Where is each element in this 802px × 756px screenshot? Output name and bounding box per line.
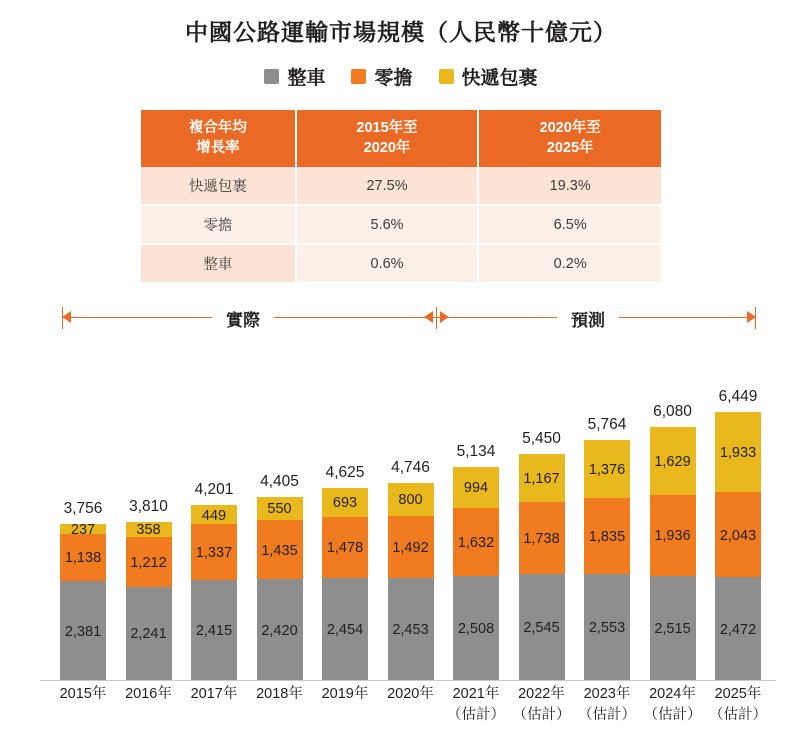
bar-label-parcel: 800 (398, 492, 423, 509)
phase-tick-mid (436, 307, 437, 329)
bar-label-total: 5,450 (522, 429, 561, 447)
x-axis-label-estimate: （估計） (643, 707, 702, 724)
legend-item-truckload (264, 63, 325, 90)
phase-arrow-left-icon (62, 311, 71, 323)
bar-label-ltl: 1,435 (261, 542, 298, 559)
bar-label-ltl: 1,738 (523, 531, 560, 548)
x-axis-labels (48, 684, 768, 748)
cagr-table (141, 110, 661, 284)
bar-label-total: 4,405 (260, 472, 299, 490)
header-line-1: 複合年均 (188, 120, 247, 136)
bar-column (322, 463, 368, 680)
bar-label-ltl: 1,492 (392, 540, 429, 557)
x-axis-label (244, 684, 316, 705)
x-axis-label (440, 684, 512, 726)
bar-label-ltl: 1,632 (457, 534, 495, 551)
bar-label-parcel: 693 (332, 495, 358, 512)
bar-label-parcel: 1,167 (523, 470, 560, 487)
table-cell-value: 6.5% (478, 205, 661, 244)
header-line-2: 2025年 (546, 139, 594, 156)
x-axis-label-estimate: （估計） (578, 707, 636, 724)
table-row (141, 205, 661, 244)
phase-label-forecast: 預測 (557, 306, 619, 331)
table-cell-value: 27.5% (296, 167, 479, 205)
legend-item-ltl (351, 63, 412, 90)
bar-label-total: 3,756 (63, 499, 103, 517)
legend-swatch-icon (439, 69, 454, 84)
table-cell-value: 5.6% (296, 205, 479, 244)
phase-arrow-mid-right-icon (440, 311, 449, 323)
bar-column (257, 472, 303, 680)
bar-label-total: 4,625 (325, 463, 365, 481)
bar-label-parcel: 449 (201, 507, 227, 524)
bar-label-parcel: 550 (267, 501, 292, 518)
x-axis-label-year: 2016年 (125, 686, 172, 702)
bar-label-truckload: 2,420 (261, 622, 298, 639)
header-line-1: 2015年至 (356, 120, 418, 136)
legend-swatch-icon (264, 69, 279, 84)
x-axis-label (113, 684, 185, 705)
x-axis-label-year: 2020年 (387, 686, 434, 702)
bar-label-truckload: 2,508 (457, 620, 495, 637)
x-axis-label-estimate: （估計） (512, 707, 571, 724)
phase-arrow-right-icon (747, 311, 756, 323)
x-axis-label-year: 2022年 (518, 686, 565, 702)
legend-swatch-icon (351, 69, 366, 84)
x-axis-label-year: 2024年 (649, 686, 696, 702)
bar-label-total: 5,134 (456, 442, 496, 460)
bar-label-parcel: 358 (136, 522, 161, 539)
x-axis-label-year: 2021年 (452, 686, 500, 702)
legend-label: 零擔 (374, 68, 413, 89)
stacked-bar-chart (48, 350, 768, 680)
phase-label-actual: 實際 (212, 306, 274, 331)
table-row (141, 244, 661, 283)
bar-label-ltl: 1,936 (654, 528, 691, 545)
bar-label-truckload: 2,553 (588, 619, 626, 636)
x-axis-label-estimate: （估計） (709, 707, 767, 724)
x-axis-label (309, 684, 381, 705)
phase-axis-line (62, 317, 756, 318)
table-cell-label: 快遞包裹 (141, 167, 296, 205)
x-axis-label-year: 2015年 (59, 686, 107, 702)
table-cell-label: 零擔 (141, 205, 296, 244)
phase-arrow-mid-left-icon (424, 311, 433, 323)
header-line-2: 2020年 (363, 139, 411, 156)
table-cell-value: 19.3% (478, 167, 661, 205)
bar-label-truckload: 2,454 (326, 622, 364, 639)
legend-label: 快遞包裹 (461, 68, 538, 89)
bar-label-parcel: 1,629 (654, 454, 691, 471)
x-axis-label (47, 684, 119, 705)
x-axis-label (178, 684, 250, 705)
bar-label-truckload: 2,472 (719, 621, 757, 638)
bar-label-parcel: 1,933 (719, 445, 757, 462)
table-header-period-2 (478, 110, 661, 167)
table-cell-label: 整車 (141, 244, 296, 283)
table-cell-value: 0.6% (296, 244, 479, 283)
table-header-period-1 (296, 110, 479, 167)
bar-column (60, 499, 106, 680)
bar-label-truckload: 2,545 (523, 620, 560, 637)
bar-column (584, 416, 630, 680)
bar-label-ltl: 1,835 (588, 528, 626, 545)
phase-axis (62, 300, 756, 336)
x-axis-label-year: 2017年 (190, 686, 238, 702)
table-header-metric (141, 110, 296, 167)
header-line-2: 增長率 (196, 139, 240, 156)
bar-label-ltl: 1,138 (64, 550, 102, 567)
x-axis-label-year: 2025年 (714, 686, 762, 702)
page-title: 中國公路運輸市場規模（人民幣十億元） (185, 19, 617, 45)
bar-label-ltl: 1,212 (130, 554, 167, 571)
chart-baseline (40, 680, 776, 681)
bar-label-ltl: 1,478 (326, 540, 364, 557)
bar-column (650, 403, 696, 680)
bar-column (715, 388, 761, 680)
bar-label-total: 6,080 (653, 403, 692, 421)
bar-label-total: 5,764 (587, 416, 627, 434)
bar-label-truckload: 2,241 (130, 626, 167, 643)
x-axis-label-year: 2018年 (256, 686, 303, 702)
x-axis-label (637, 684, 709, 726)
bar-label-total: 6,449 (718, 388, 758, 406)
bar-label-truckload: 2,381 (64, 623, 102, 640)
bar-label-total: 4,746 (391, 458, 430, 476)
legend-label: 整車 (287, 68, 326, 89)
bar-label-parcel: 237 (70, 521, 96, 538)
bar-column (453, 442, 499, 680)
table-row (141, 167, 661, 205)
bar-label-truckload: 2,515 (654, 620, 691, 637)
bar-column (191, 481, 237, 680)
bar-label-parcel: 994 (463, 480, 489, 497)
x-axis-label (702, 684, 774, 726)
bar-label-truckload: 2,415 (195, 622, 233, 639)
x-axis-label (506, 684, 578, 726)
bar-label-total: 4,201 (194, 481, 234, 499)
bar-label-parcel: 1,376 (588, 462, 626, 479)
x-axis-label (375, 684, 447, 705)
bar-column (519, 429, 565, 680)
x-axis-label (571, 684, 643, 726)
legend-item-parcel (439, 63, 538, 90)
x-axis-label-estimate: （估計） (447, 707, 505, 724)
bar-column (126, 497, 172, 680)
bar-label-total: 3,810 (129, 497, 168, 515)
header-line-1: 2020年至 (539, 120, 601, 136)
x-axis-label-year: 2019年 (321, 686, 369, 702)
chart-legend (0, 63, 802, 90)
bar-label-ltl: 2,043 (719, 527, 757, 544)
x-axis-label-year: 2023年 (583, 686, 631, 702)
bar-label-truckload: 2,453 (392, 622, 429, 639)
bar-label-ltl: 1,337 (195, 544, 233, 561)
table-header-row (141, 110, 661, 167)
table-cell-value: 0.2% (478, 244, 661, 283)
bar-column (388, 458, 434, 680)
